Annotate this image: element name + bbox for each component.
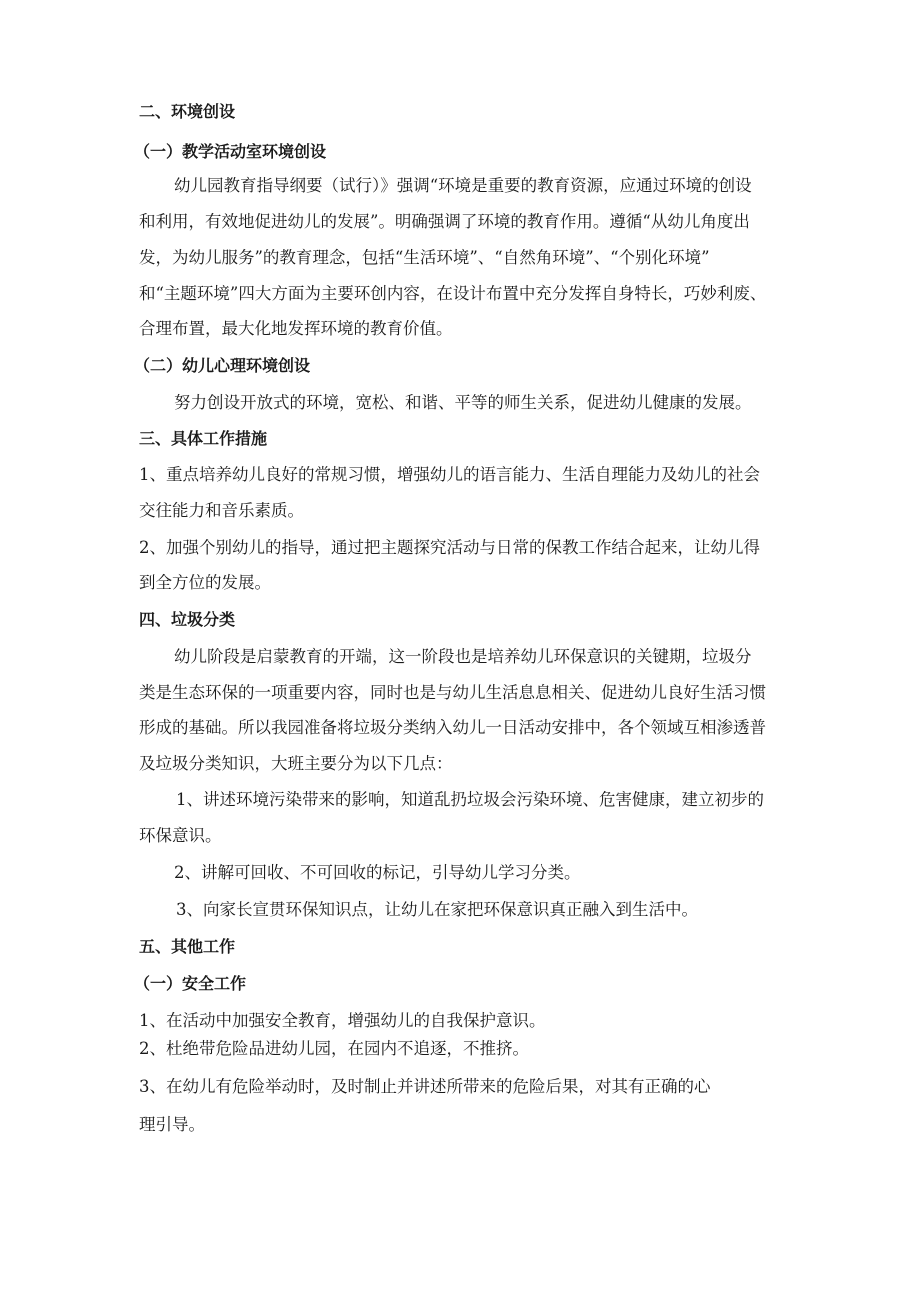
list-item-line: 2、讲解可回收、不可回收的标记，引导幼儿学习分类。	[174, 863, 581, 882]
section-heading-measures: 三、具体工作措施	[139, 429, 268, 448]
paragraph-line: 和“主题环境”四大方面为主要环创内容，在设计布置中充分发挥自身特长，巧妙利废、	[139, 284, 767, 303]
section-heading-other-work: 五、其他工作	[139, 937, 236, 956]
list-item-line: 1、在活动中加强安全教育，增强幼儿的自我保护意识。	[139, 1011, 546, 1030]
subheading-psychological-environment: （二）幼儿心理环境创设	[134, 356, 311, 375]
paragraph-line: 类是生态环保的一项重要内容，同时也是与幼儿生活息息相关、促进幼儿良好生活习惯	[139, 683, 766, 702]
paragraph-line: 幼儿园教育指导纲要（试行）》强调“环境是重要的教育资源，应通过环境的创设	[174, 176, 752, 195]
section-heading-environment: 二、环境创设	[139, 102, 236, 121]
section-heading-garbage-sorting: 四、垃圾分类	[139, 610, 236, 629]
list-item-line: 到全方位的发展。	[139, 573, 271, 592]
list-item-line: 环保意识。	[139, 826, 222, 845]
list-item-line: 2、杜绝带危险品进幼儿园，在园内不追逐，不推挤。	[139, 1039, 529, 1058]
paragraph-line: 发，为幼儿服务”的教育理念，包括“生活环境”、“自然角环境”、“个别化环境”	[139, 248, 710, 267]
paragraph-line: 合理布置，最大化地发挥环境的教育价值。	[139, 319, 453, 338]
subheading-classroom-environment: （一）教学活动室环境创设	[134, 142, 327, 161]
list-item-line: 1、讲述环境污染带来的影响，知道乱扔垃圾会污染环境、危害健康，建立初步的	[176, 790, 764, 809]
paragraph-line: 幼儿阶段是启蒙教育的开端，这一阶段也是培养幼儿环保意识的关键期，垃圾分	[174, 647, 752, 666]
list-item-line: 理引导。	[139, 1115, 205, 1134]
list-item-line: 交往能力和音乐素质。	[139, 501, 304, 520]
list-item-line: 3、向家长宣贯环保知识点，让幼儿在家把环保意识真正融入到生活中。	[176, 900, 698, 919]
paragraph-line: 及垃圾分类知识，大班主要分为以下几点：	[139, 754, 453, 773]
paragraph-line: 努力创设开放式的环境，宽松、和谐、平等的师生关系，促进幼儿健康的发展。	[174, 393, 752, 412]
list-item-line: 1、重点培养幼儿良好的常规习惯，增强幼儿的语言能力、生活自理能力及幼儿的社会	[139, 465, 760, 484]
paragraph-line: 和利用，有效地促进幼儿的发展”。明确强调了环境的教育作用。遵循“从幼儿角度出	[139, 212, 750, 231]
list-item-line: 2、加强个别幼儿的指导，通过把主题探究活动与日常的保教工作结合起来，让幼儿得	[139, 538, 760, 557]
paragraph-line: 形成的基础。所以我园准备将垃圾分类纳入幼儿一日活动安排中，各个领域互相渗透普	[139, 718, 766, 737]
subheading-safety-work: （一）安全工作	[134, 974, 247, 993]
list-item-line: 3、在幼儿有危险举动时，及时制止并讲述所带来的危险后果，对其有正确的心	[139, 1077, 711, 1096]
